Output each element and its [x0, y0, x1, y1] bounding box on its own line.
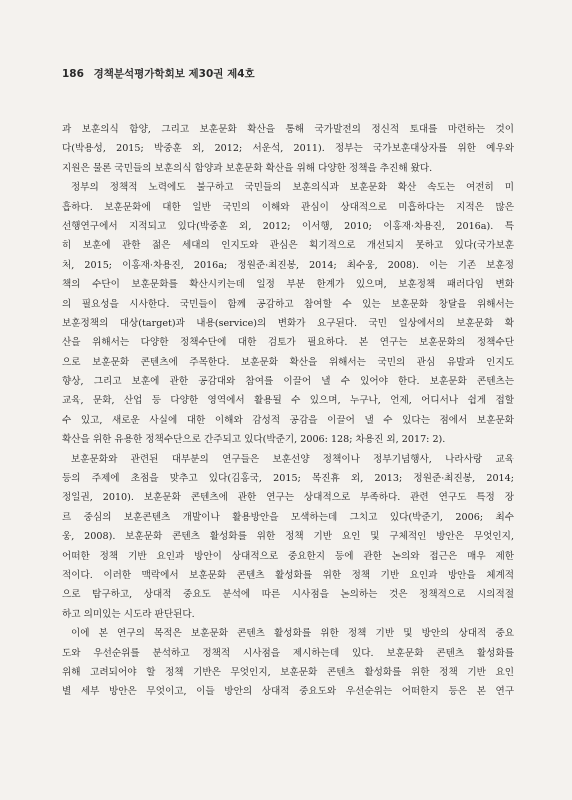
- paragraph: [62, 624, 514, 702]
- text-line: 정일권, 2010). 보훈문화 콘텐츠에 관한 연구는 상대적으로 부족하다. 관련 연구도 특정 장: [62, 492, 514, 504]
- paragraph: [62, 120, 514, 178]
- text-line: 다(박용성, 2015; 박중훈 외, 2012; 서운석, 2011). 정부는 국가보훈대상자를 위한 예우와: [62, 143, 514, 155]
- paragraph: [62, 178, 514, 449]
- body-text: [62, 120, 514, 702]
- text-line: 산을 위해서는 다양한 정책수단에 대한 검토가 필요하다. 본 연구는 보훈문화의 정책수단: [62, 337, 514, 349]
- text-line: 보훈문화와 관련된 대부분의 연구들은 보훈선양 정책이나 정부기념행사, 나라사랑 교육: [71, 453, 514, 465]
- text-line: 교육, 문화, 산업 등 다양한 영역에서 활용될 수 있으며, 누구나, 언제, 어디서나 쉽게 접할: [62, 395, 514, 407]
- text-line: 이에 본 연구의 목적은 보훈문화 콘텐츠 활성화를 위한 정책 기반 및 방안의 상대적 중요: [71, 628, 514, 640]
- journal-title: 경책분석평가학회보 제30권 제4호: [93, 68, 255, 80]
- text-line: 흡하다. 보훈문화에 대한 일반 국민의 이해와 관심이 상대적으로 미흡하다는 지적은 많은: [62, 201, 514, 213]
- text-line: 선행연구에서 지적되고 있다(박중훈 외, 2012; 이서행, 2010; 이홍재·차용진, 2016a). 특: [62, 220, 514, 232]
- text-line: 도와 우선순위를 분석하고 정책적 시사점을 제시하는데 있다. 보훈문화 콘텐츠 활성화를: [62, 647, 514, 659]
- text-line: 하고 의미있는 시도라 판단된다.: [62, 608, 195, 620]
- paragraph: [62, 450, 514, 625]
- text-line: 르 중심의 보훈콘텐츠 개발이나 활용방안을 모색하는데 그치고 있다(박준기, 2006; 최수: [62, 511, 514, 523]
- text-line: 보훈정책의 대상(target)과 내용(service)의 변화가 요구된다. 국민 일상에서의 보훈문화 확: [62, 317, 514, 329]
- text-line: 의 필요성을 시사한다. 국민들이 함께 공감하고 참여할 수 있는 보훈문화 창달을 위해서는: [62, 298, 514, 310]
- text-line: 수 있고, 새로운 사실에 대한 이해와 감성적 공감을 이끌어 낼 수 있다는 점에서 보훈문화: [62, 414, 514, 426]
- text-line: 등의 주제에 초점을 맞추고 있다(김홍국, 2015; 목진휴 외, 2013; 정원준·최진봉, 2014;: [62, 473, 514, 485]
- text-line: 별 세부 방안은 무엇이고, 이들 방안의 상대적 중요도와 우선순위는 어떠한지 등은 본 연구: [62, 686, 514, 698]
- text-line: 으로 보훈문화 콘텐츠에 주목한다. 보훈문화 확산을 위해서는 국민의 관심 유발과 인지도: [62, 356, 514, 368]
- text-line: 과 보훈의식 함양, 그리고 보훈문화 확산을 통해 국가발전의 정신적 토대를 마련하는 것이: [62, 124, 514, 135]
- text-line: 위해 고려되어야 할 정책 기반은 무엇인지, 보훈문화 콘텐츠 활성화를 위한 정책 기반 요인: [62, 666, 514, 678]
- text-line: 히 보훈에 관한 젊은 세대의 인지도와 관심은 획기적으로 개선되지 못하고 있다(국가보훈: [62, 240, 514, 252]
- text-line: 향상, 그리고 보훈에 관한 공감대와 참여를 이끌어 낼 수 있어야 한다. 보훈문화 콘텐츠는: [62, 376, 514, 388]
- text-line: 으로 탐구하고, 상대적 중요도 분석에 따른 시사점을 논의하는 것은 정책적으로 시의적절: [62, 589, 514, 601]
- text-line: 웅, 2008). 보훈문화 콘텐츠 활성화를 위한 정책 기반 요인 및 구체적인 방안은 무엇인지,: [62, 531, 514, 543]
- text-line: 처, 2015; 이홍재·차용진, 2016a; 정원준·최진봉, 2014; 최수웅, 2008). 이는 기존 보훈정: [62, 259, 514, 271]
- running-head: [62, 66, 255, 81]
- text-line: 적이다. 이러한 맥락에서 보훈문화 콘텐츠 활성화를 위한 정책 기반 요인과 방안을 체계적: [62, 569, 514, 581]
- text-line: 어떠한 정책 기반 요인과 방안이 상대적으로 중요한지 등에 관한 논의와 접근은 매우 제한: [62, 550, 514, 562]
- text-line: 정부의 정책적 노력에도 불구하고 국민들의 보훈의식과 보훈문화 확산 속도는 여전히 미: [71, 182, 514, 194]
- text-line: 책의 수단이 보훈문화를 확산시키는데 일정 부분 한계가 있으며, 보훈정책 패러다임 변화: [62, 279, 514, 291]
- page-number: 186: [62, 68, 84, 80]
- text-line: 지원은 물론 국민들의 보훈의식 함양과 보훈문화 확산을 위해 다양한 정책을 추진해 왔다.: [62, 162, 433, 174]
- text-line: 확산을 위한 유용한 정책수단으로 간주되고 있다(박준기, 2006: 128; 차용진 외, 2017: 2).: [62, 434, 446, 446]
